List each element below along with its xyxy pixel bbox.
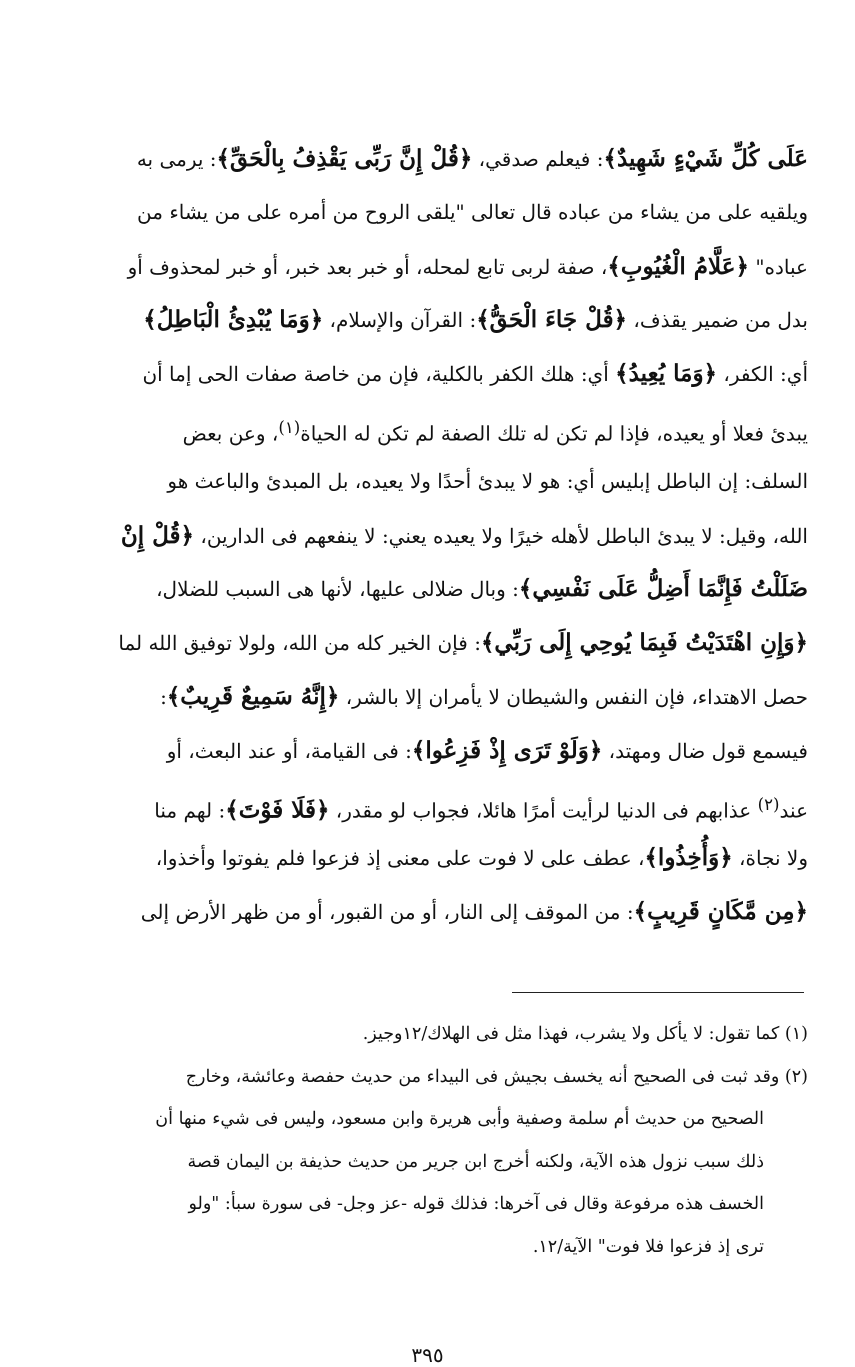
text-line: [48, 455, 808, 509]
text-segment: فيسمع قول ضال ومهتد،: [602, 738, 808, 763]
quran-phrase: ﴿وَلَوْ تَرَى إِذْ فَزِعُوا﴾: [411, 736, 603, 764]
text-line: [48, 778, 808, 832]
text-segment: حصل الاهتداء، فإن النفس والشيطان لا يأمران إلا بالشر،: [339, 684, 808, 709]
quran-phrase: ﴿فَلَا فَوْتَ﴾: [225, 796, 330, 824]
text-line: [48, 616, 808, 670]
text-segment: ، عطف على لا فوت على معنى إذ فزعوا فلم يفوتوا وأخذوا،: [155, 846, 645, 871]
quran-phrase: عَلَى كُلِّ شَيْءٍ شَهِيدٌ﴾: [603, 145, 808, 172]
text-segment: : فيعلم صدقي،: [472, 147, 604, 171]
text-line: [48, 347, 808, 401]
text-line: [48, 293, 808, 347]
quran-phrase: ﴿وَإِنِ اهْتَدَيْتُ فَبِمَا يُوحِي إِلَى رَبِّي﴾: [480, 629, 808, 657]
footnote-line: ذلك سبب نزول هذه الآية، ولكنه أخرج ابن جرير من حديث حذيفة بن اليمان قصة: [187, 1151, 764, 1172]
quran-phrase: ﴿قُلْ جَاءَ الْحَقُّ﴾: [476, 306, 628, 334]
quran-phrase: ﴿مِن مَّكَانٍ قَرِيبٍ﴾: [633, 898, 808, 926]
text-segment: :: [160, 684, 167, 709]
footnote-line: ترى إذ فزعوا فلا فوت" الآية/١٢.: [532, 1236, 764, 1257]
text-segment: ولا نجاة،: [732, 846, 808, 871]
quran-phrase: ﴿قُلْ إِنَّ رَبِّى يَقْذِفُ بِالْحَقِّ﴾: [216, 145, 473, 172]
text-segment: السلف: إن الباطل إبليس أي: هو لا يبدئ أحدًا ولا يعيده، بل المبدئ والباعث هو: [167, 468, 808, 493]
text-segment: عباده": [748, 254, 808, 279]
text-line: [48, 831, 808, 885]
text-segment: : فإن الخير كله من الله، ولولا توفيق الله لما: [118, 631, 481, 656]
quran-phrase: ضَلَلْتُ فَإِنَّمَا أَضِلُّ عَلَى نَفْسِي﴾: [518, 575, 808, 603]
text-segment: : يرمى به: [136, 147, 217, 171]
text-line: [48, 240, 808, 294]
main-text-block: [48, 132, 808, 939]
footnotes-block: [48, 1013, 808, 1268]
text-line: [48, 885, 808, 939]
text-segment: الله، وقيل: لا يبدئ الباطل لأهله خيرًا ولا يعيده يعني: لا ينفعهم فى الدارين،: [194, 523, 808, 548]
text-segment: عند: [779, 798, 808, 823]
footnote-marker: (١): [278, 417, 301, 437]
text-line: [48, 509, 808, 563]
text-segment: أي: هلك الكفر بالكلية، فإن من خاصة صفات الحى إما أن: [142, 362, 616, 387]
page-number: ٣٩٥: [411, 1343, 444, 1367]
text-segment: : وبال ضلالى عليها، لأنها هى السبب للضلال،: [156, 577, 519, 602]
text-segment: : لهم منا: [154, 798, 226, 823]
quran-phrase: ﴿وَمَا يُبْدِئُ الْبَاطِلُ﴾: [143, 306, 324, 334]
quran-phrase: ﴿وَأُخِذُوا﴾: [644, 844, 733, 872]
text-segment: بدل من ضمير يقذف،: [627, 308, 808, 333]
text-segment: عذابهم فى الدنيا لرأيت أمرًا هائلا، فجواب لو مقدر،: [329, 798, 758, 823]
footnote-line: (٢) وقد ثبت فى الصحيح أنه يخسف بجيش فى البيداء من حديث حفصة وعائشة، وخارج: [185, 1066, 808, 1087]
footnote-marker: (٢): [757, 794, 780, 814]
footnote-line: الصحيح من حديث أم سلمة وصفية وأبى هريرة وابن مسعود، وليس فى شيء منها أن: [155, 1109, 764, 1129]
text-segment: ، وعن بعض: [182, 421, 279, 446]
text-line: [48, 132, 808, 186]
text-segment: ، صفة لربى تابع لمحله، أو خبر بعد خبر، أو خبر لمحذوف أو: [127, 254, 608, 279]
quran-phrase: ﴿إِنَّهُ سَمِيعٌ قَرِيبٌ﴾: [166, 682, 340, 710]
quran-phrase: ﴿وَمَا يُعِيدُ﴾: [615, 360, 718, 388]
quran-phrase: ﴿عَلَّامُ الْغُيُوبِ﴾: [607, 252, 749, 280]
text-line: [48, 670, 808, 724]
text-line: [48, 562, 808, 616]
quran-phrase: ﴿قُلْ إِنْ: [120, 521, 195, 549]
text-line: [48, 401, 808, 455]
footnote-line: الخسف هذه مرفوعة وقال فى آخرها: فذلك قوله -عز وجل- فى سورة سبأ: "ولو: [188, 1194, 764, 1214]
text-segment: يبدئ فعلا أو يعيده، فإذا لم تكن له تلك الصفة لم تكن له الحياة: [300, 421, 808, 446]
footnote-line: (١) كما تقول: لا يأكل ولا يشرب، فهذا مثل فى الهلاك/١٢وجيز.: [362, 1024, 808, 1044]
text-segment: : القرآن والإسلام،: [323, 308, 477, 333]
text-segment: أي: الكفر،: [717, 362, 808, 387]
text-line: [48, 186, 808, 240]
text-segment: ويلقيه على من يشاء من عباده قال تعالى "يلقى الروح من أمره على من يشاء من: [137, 199, 808, 224]
text-segment: : فى القيامة، أو عند البعث، أو: [166, 738, 412, 763]
text-line: [48, 724, 808, 778]
footnote-divider: [512, 992, 804, 993]
text-segment: : من الموقف إلى النار، أو من القبور، أو من ظهر الأرض إلى: [140, 900, 634, 925]
